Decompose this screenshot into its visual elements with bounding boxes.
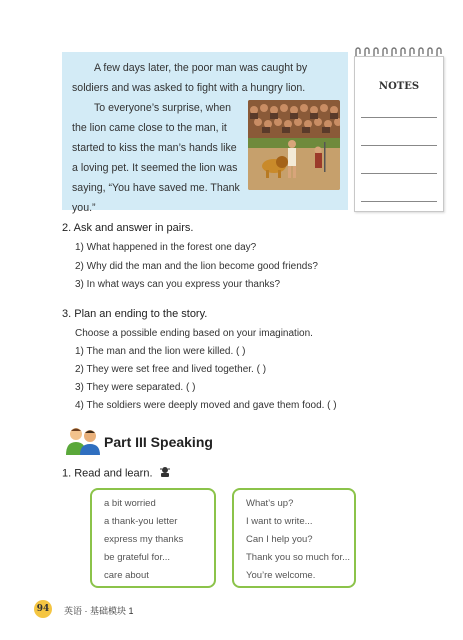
section-2-title: 2. Ask and answer in pairs. xyxy=(62,222,194,234)
notes-line xyxy=(361,117,437,118)
phrases-box-left xyxy=(90,488,216,588)
read-and-learn-label: 1. Read and learn. xyxy=(62,467,153,480)
phrase-item: express my thanks xyxy=(104,534,184,545)
phrase-item: You’re welcome. xyxy=(246,570,316,581)
ending-option: 1) The man and the lion were killed. ( ) xyxy=(75,346,246,357)
story-paragraph-2: To everyone’s surprise, when the lion came close to the man, it started to kiss the man’s hands like a loving pet. It seemed the lion was saying, “You have saved me. Thank you.” xyxy=(72,102,240,214)
phrase-item: What’s up? xyxy=(246,498,294,509)
phrase-item: a bit worried xyxy=(104,498,156,509)
section-3-title: 3. Plan an ending to the story. xyxy=(62,308,208,320)
question-item: 3) In what ways can you express your thanks? xyxy=(75,279,281,290)
ending-option: 2) They were set free and lived together. ( ) xyxy=(75,364,267,375)
story-box xyxy=(62,52,348,214)
question-item: 1) What happened in the forest one day? xyxy=(75,242,257,253)
notes-title: NOTES xyxy=(378,81,420,92)
phrase-item: care about xyxy=(104,570,149,581)
phrase-item: I want to write... xyxy=(246,516,313,527)
part-3-title: Part III Speaking xyxy=(104,434,213,450)
phrase-item: Thank you so much for... xyxy=(246,552,351,563)
man-and-lion-arena-illustration xyxy=(248,100,340,190)
phrase-item: Can I help you? xyxy=(246,534,313,545)
ending-option: 3) They were separated. ( ) xyxy=(75,382,196,393)
speaker-icon xyxy=(159,466,171,481)
read-and-learn-title xyxy=(62,466,171,481)
phrase-item: be grateful for... xyxy=(104,552,171,563)
page-number-badge: 94 xyxy=(34,600,52,618)
phrases-box-right xyxy=(232,488,356,588)
phrase-item: a thank-you letter xyxy=(104,516,178,527)
story-paragraph-1: A few days later, the poor man was caught by soldiers and was asked to fight with a hungry lion. xyxy=(72,62,308,94)
section-3-instruction: Choose a possible ending based on your imagination. xyxy=(75,328,313,339)
notes-line xyxy=(361,201,437,202)
ending-option: 4) The soldiers were deeply moved and gave them food. ( ) xyxy=(75,400,337,411)
question-item: 2) Why did the man and the lion become good friends? xyxy=(75,261,318,272)
two-people-icon xyxy=(64,425,102,455)
notes-line xyxy=(361,173,437,174)
book-title: 英语 · 基础模块 1 xyxy=(64,606,134,616)
notes-line xyxy=(361,145,437,146)
notes-pad xyxy=(354,56,444,212)
